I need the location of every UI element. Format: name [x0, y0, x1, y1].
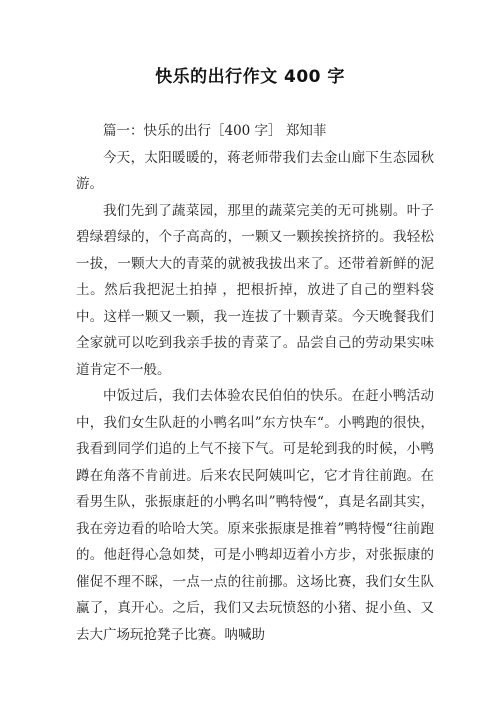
- document-body: [76, 118, 434, 648]
- paragraph: 今天，太阳暖暖的，蒋老师带我们去金山廊下生态园秋游。: [76, 149, 434, 192]
- paragraph: 中饭过后，我们去体验农民伯伯的快乐。在赶小鸭活动中，我们女生队赶的小鸭名叫”东方快车“。小鸭跑的很快，我看到同学们追的上气不接下气。可是轮到我的时候，小鸭蹲在角落不肯前进。后来农民阿姨叫它，它才肯往前跑。在看男生队，张振康赶的小鸭名叫”鸭特慢“，真是名副其实，我在旁边看的哈哈大笑。原来张振康是推着”鸭特慢“往前跑的。他赶得心急如焚，可是小鸭却迈着小方步，对张振康的催促不理不睬，一点一点的往前挪。这场比赛，我们女生队赢了，真开心。之后，我们又去玩愤怒的小猪、捉小鱼、又去大广场玩抢凳子比赛。呐喊助: [76, 388, 434, 643]
- document-title: 快乐的出行作文 400 字: [155, 67, 345, 87]
- paragraph-heading: 篇一：快乐的出行［400 字］ 郑知菲: [103, 123, 327, 139]
- paragraph: 我们先到了蔬菜园，那里的蔬菜完美的无可挑剔。叶子碧绿碧绿的，个子高高的，一颗又一颗挨挨挤挤的。我轻松一拔，一颗大大的青菜的就被我拔出来了。还带着新鲜的泥土。然后我把泥土拍掉 ，把根折掉，放进了自己的塑料袋中。这样一颗又一颗，我一连拔了十颗青菜。今天晚餐我们全家就可以吃到我亲手拔的青菜了。品尝自己的劳动果实味道肯定不一般。: [76, 202, 434, 378]
